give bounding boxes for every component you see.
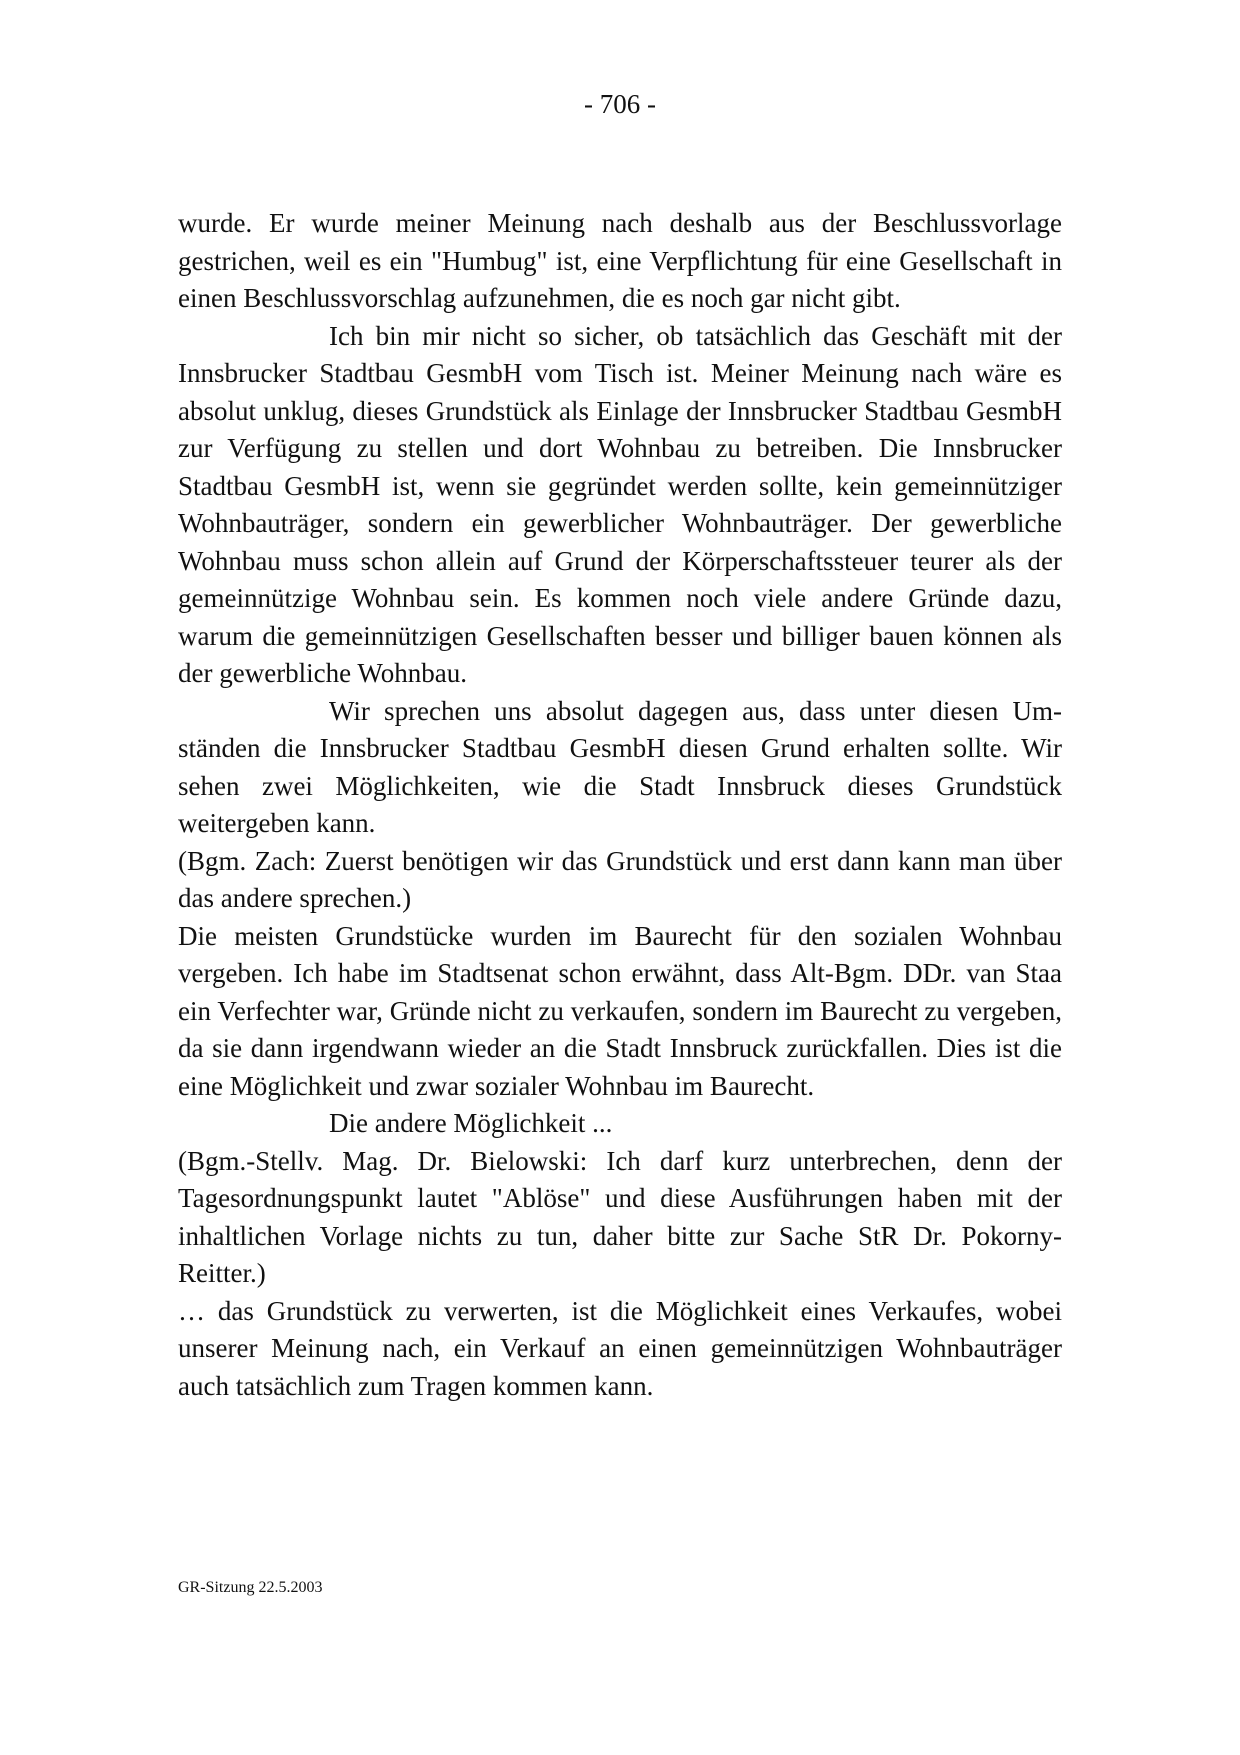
interjection-zach: (Bgm. Zach: Zuerst benötigen wir das Grundstück und erst dann kann man über das andere sprechen.) <box>178 845 1062 913</box>
paragraph-other-option: Die andere Möglichkeit ... <box>329 1108 613 1138</box>
paragraph-sale: … das Grundstück zu verwerten, ist die Möglichkeit eines Verkaufes, wobei unserer Meinung nach, ein Verkauf an einen gemeinnützigen Wohnbauträger auch tatsächlich zum Tragen kommen kann. <box>178 1295 1062 1401</box>
paragraph-baurecht: Die meisten Grundstücke wurden im Baurecht für den sozialen Wohnbau vergeben. Ich habe im Stadtsenat schon erwähnt, dass Alt-Bgm. DDr. van Staa ein Verfechter war, Gründe nicht zu verkaufen, sondern im Baurecht zu vergeben, da sie dann irgendwann wieder an die Stadt Innsbruck zurückfallen. Dies ist die eine Möglichkeit und zwar sozialer Wohnbau im Baurecht. <box>178 920 1062 1101</box>
paragraph-stadtbau: Ich bin mir nicht so sicher, ob tatsächlich das Geschäft mit der Innsbrucker Stadtbau GesmbH vom Tisch ist. Meiner Meinung nach wäre es absolut unklug, dieses Grundstück als Einlage der Innsbrucker Stadtbau GesmbH zur Verfügung zu stellen und dort Wohnbau zu betreiben. Die Innsbrucker Stadtbau GesmbH ist, wenn sie gegründet werden sollte, kein gemeinnütziger Wohnbauträger, sondern ein gewerblicher Wohnbauträger. Der gewerbliche Wohnbau muss schon allein auf Grund der Körperschaftssteuer teurer als der gemeinnützige Wohnbau sein. Es kommen noch viele andere Gründe dazu, warum die gemeinnützigen Gesellschaften besser und billiger bauen können als der gewerbliche Wohnbau. <box>178 320 1062 688</box>
paragraph-position: Wir sprechen uns absolut dagegen aus, dass unter diesen Umständen die Innsbrucker Stadtbau GesmbH diesen Grund erhalten sollte. Wir sehen zwei Möglichkeiten, wie die Stadt Innsbruck dieses Grundstück weitergeben kann. <box>178 695 1062 838</box>
page-number: - 706 - <box>584 89 656 119</box>
body-text <box>178 205 1062 1405</box>
footer-session-date: GR-Sitzung 22.5.2003 <box>178 1579 323 1596</box>
paragraph-continuation: wurde. Er wurde meiner Meinung nach deshalb aus der Beschlussvorlage gestrichen, weil es ein "Humbug" ist, eine Verpflichtung für eine Gesellschaft in einen Beschlussvorschlag aufzunehmen, die es noch gar nicht gibt. <box>178 208 1062 313</box>
interjection-bielowski: (Bgm.-Stellv. Mag. Dr. Bielowski: Ich darf kurz unterbrechen, denn der Tagesordnungspunkt lautet "Ablöse" und diese Ausführungen haben mit der inhaltlichen Vorlage nichts zu tun, daher bitte zur Sache StR Dr. Pokorny-Reitter.) <box>178 1145 1062 1288</box>
